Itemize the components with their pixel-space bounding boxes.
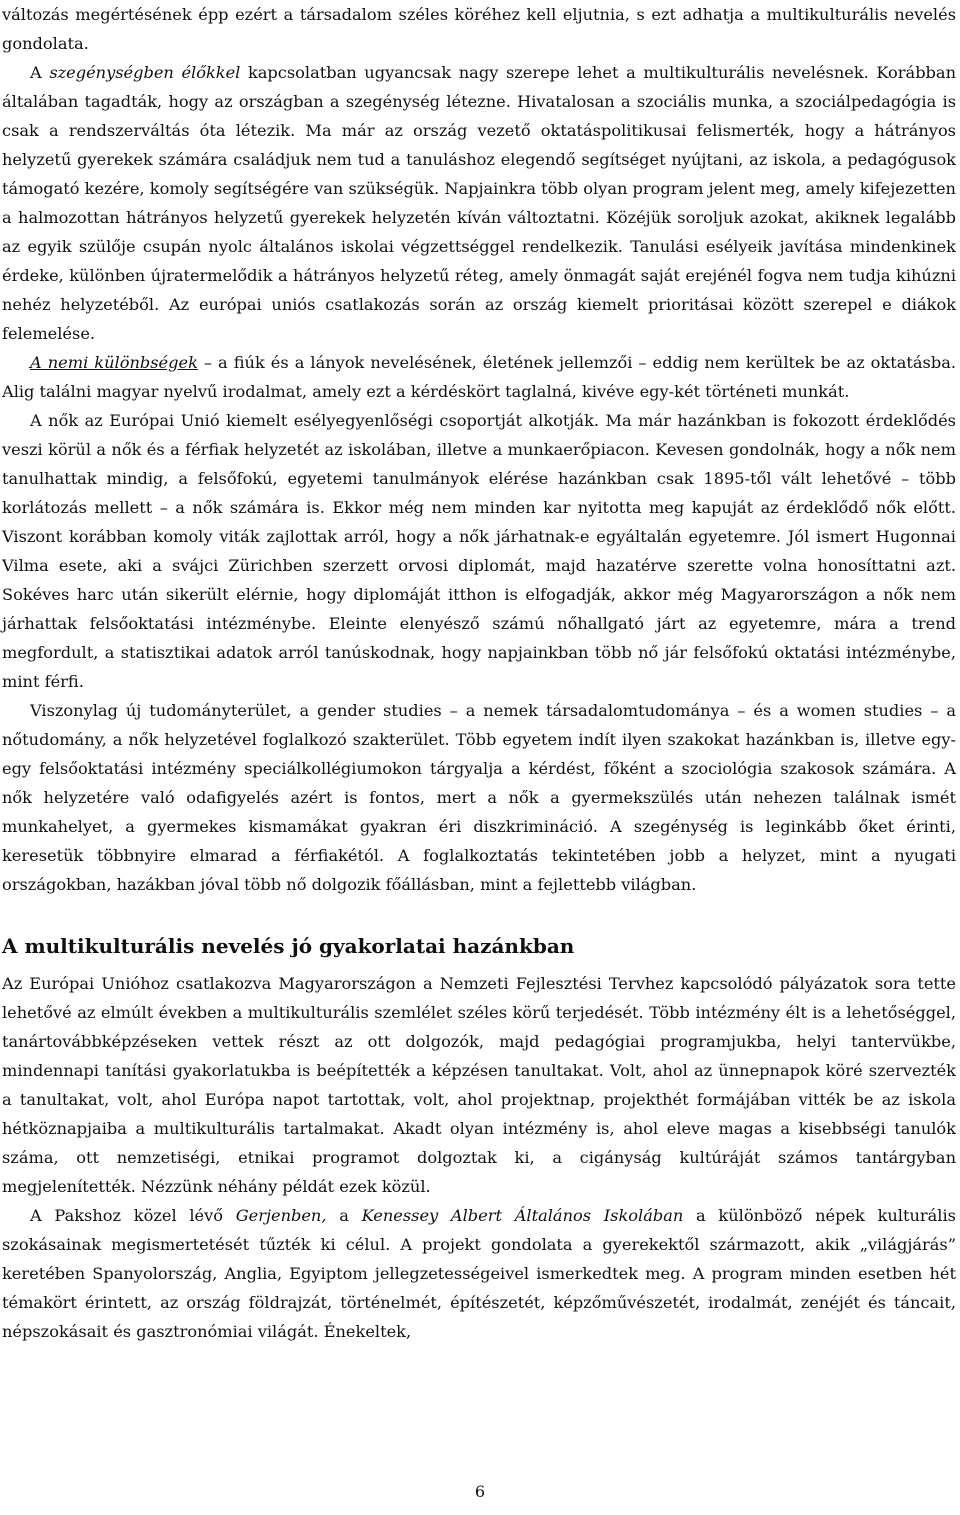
paragraph-text: Az Európai Unióhoz csatlakozva Magyarországon a Nemzeti Fejlesztési Tervhez kapcsolódó pályázatok sora tette lehetővé az elmúlt években a multikulturális szemlélet széles körű terjedését. Több intézmény élt is a lehetőséggel, tanártovábbképzéseken vettek részt az ott dolgozók, majd pedagógiai programjukba, helyi tantervükbe, mindennapi tanítási gyakorlatukba is beépítették a képzésen tanultakat. Volt, ahol az ünnepnapok köré szervezték a tanultakat, volt, ahol Európa napot tartottak, volt, ahol projektnap, projekthét formájában vitték be az iskola hétköznapjaiba a multikulturális tartalmakat. Akadt olyan intézmény is, ahol eleve magas a kisebbségi tanulók száma, ott nemzetiségi, etnikai programot dolgoztak ki, a cigányság kultúráját számos tantárgyban megjelenítették. Nézzünk néhány példát ezek közül. (2, 974, 956, 1196)
emphasis-poverty: szegénységben élőkkel (49, 63, 241, 82)
emphasis-place: Gerjenben, (235, 1206, 327, 1225)
paragraph-text: A Pakshoz közel lévő (30, 1206, 236, 1225)
paragraph-text: A nők az Európai Unió kiemelt esélyegyenlőségi csoportját alkotják. Ma már hazánkban is fokozott érdeklődés veszi körül a nők és a férfiak helyzetét az iskolában, illetve a munkaerőpiacon. Kevesen gondolnák, hogy a nők nem tanulhattak mindig, a felsőfokú, egyetemi tanulmányok elérése hazánkban csak 1895-től vált lehetővé – több korlátozás mellett – a nők számára is. Ekkor még nem minden kar nyitotta meg kapuját az érdeklődő nők előtt. Viszont korábban komoly viták zajlottak arról, hogy a nők járhatnak-e egyáltalán egyetemre. Jól ismert Hugonnai Vilma esete, aki a svájci Zürichben szerzett orvosi diplomát, majd hazatérve szerette volna honosíttatni azt. Sokéves harc után sikerült elérnie, hogy diplomáját itthon is elfogadják, akkor még Magyarországon a nők nem járhattak felsőoktatási intézménybe. Eleinte elenyésző számú nőhallgató járt az egyetemre, mára a trend megfordult, a statisztikai adatok arról tanúskodnak, hogy napjainkban több nő jár felsőfokú oktatási intézménybe, mint férfi. (2, 411, 956, 691)
paragraph-continuation (2, 0, 956, 58)
page-number: 6 (474, 1482, 486, 1501)
paragraph-text: Viszonylag új tudományterület, a gender studies – a nemek társadalomtudománya – és a women studies – a nőtudomány, a nők helyzetével foglalkozó szakterület. Több egyetem indít ilyen szakokat hazánkban is, illetve egy-egy felsőoktatási intézmény speciálkollégiumokon tárgyalja a kérdést, főként a szociológia szakosok számára. A nők helyzetére való odafigyelés azért is fontos, mert a nők a gyermekszülés után nehezen találnak ismét munkahelyet, a gyermekes kismamákat gyakran éri diszkrimináció. A szegénység is leginkább őket érinti, keresetük többnyire elmarad a férfiakétól. A foglalkoztatás tekintetében jobb a helyzet, mint a nyugati országokban, hazákban jóval több nő dolgozik főállásban, mint a fejlettebb világban. (2, 701, 956, 894)
paragraph-women (2, 406, 956, 696)
paragraph-poverty (2, 58, 956, 348)
section-heading: A multikulturális nevelés jó gyakorlatai hazánkban (2, 934, 575, 958)
paragraph-text: a különböző népek kulturális szokásainak megismertetését tűzték ki célul. A projekt gondolata a gyerekektől származott, akik „világjárás” keretében Spanyolország, Anglia, Egyiptom jellegzetességeivel ismerkedtek meg. A program minden esetben hét témakört érintett, az ország földrajzát, történelmét, építészetét, képzőművészetét, irodalmát, zenéjét és táncait, népszokásait és gasztronómiai világát. Énekeltek, (2, 1206, 956, 1341)
emphasis-school: Kenessey Albert Általános Iskolában (361, 1206, 684, 1225)
emphasis-gender-differences: A nemi különbségek (30, 353, 198, 372)
paragraph-text: – a fiúk és a lányok nevelésének, életének jellemzői – eddig nem kerültek be az oktatásba. Alig találni magyar nyelvű irodalmat, amely ezt a kérdéskört taglalná, kivéve egy-két történeti munkát. (2, 353, 956, 401)
paragraph-text: a (326, 1206, 362, 1225)
paragraph-text: változás megértésének épp ezért a társadalom széles köréhez kell eljutnia, s ezt adhatja a multikulturális nevelés gondolata. (2, 5, 956, 53)
paragraph-gender-studies (2, 696, 956, 899)
paragraph-eu-programs (2, 969, 956, 1201)
paragraph-text: kapcsolatban ugyancsak nagy szerepe lehet a multikulturális nevelésnek. Korábban általában tagadták, hogy az országban a szegénység létezne. Hivatalosan a szociális munka, a szociálpedagógia is csak a rendszerváltás óta létezik. Ma már az ország vezető oktatáspolitikusai felismerték, hogy a hátrányos helyzetű gyerekek számára családjuk nem tud a tanuláshoz elegendő segítséget nyújtani, az iskola, a pedagógusok támogató kezére, komoly segítségére van szükségük. Napjainkra több olyan program jelent meg, amely kifejezetten a halmozottan hátrányos helyzetű gyerekek helyzetén kíván változtatni. Közéjük soroljuk azokat, akiknek legalább az egyik szülője csupán nyolc általános iskolai végzettséggel rendelkezik. Tanulási esélyeik javítása mindenkinek érdeke, különben újratermelődik a hátrányos helyzetű réteg, amely önmagát saját erejénél fogva nem tudja kihúzni nehéz helyzetéből. Az európai uniós csatlakozás során az ország kiemelt prioritásai között szerepel e diákok felemelése. (2, 63, 956, 343)
paragraph-gender-differences (2, 348, 956, 406)
paragraph-text: A (30, 63, 50, 82)
paragraph-gerjen-example (2, 1201, 956, 1346)
